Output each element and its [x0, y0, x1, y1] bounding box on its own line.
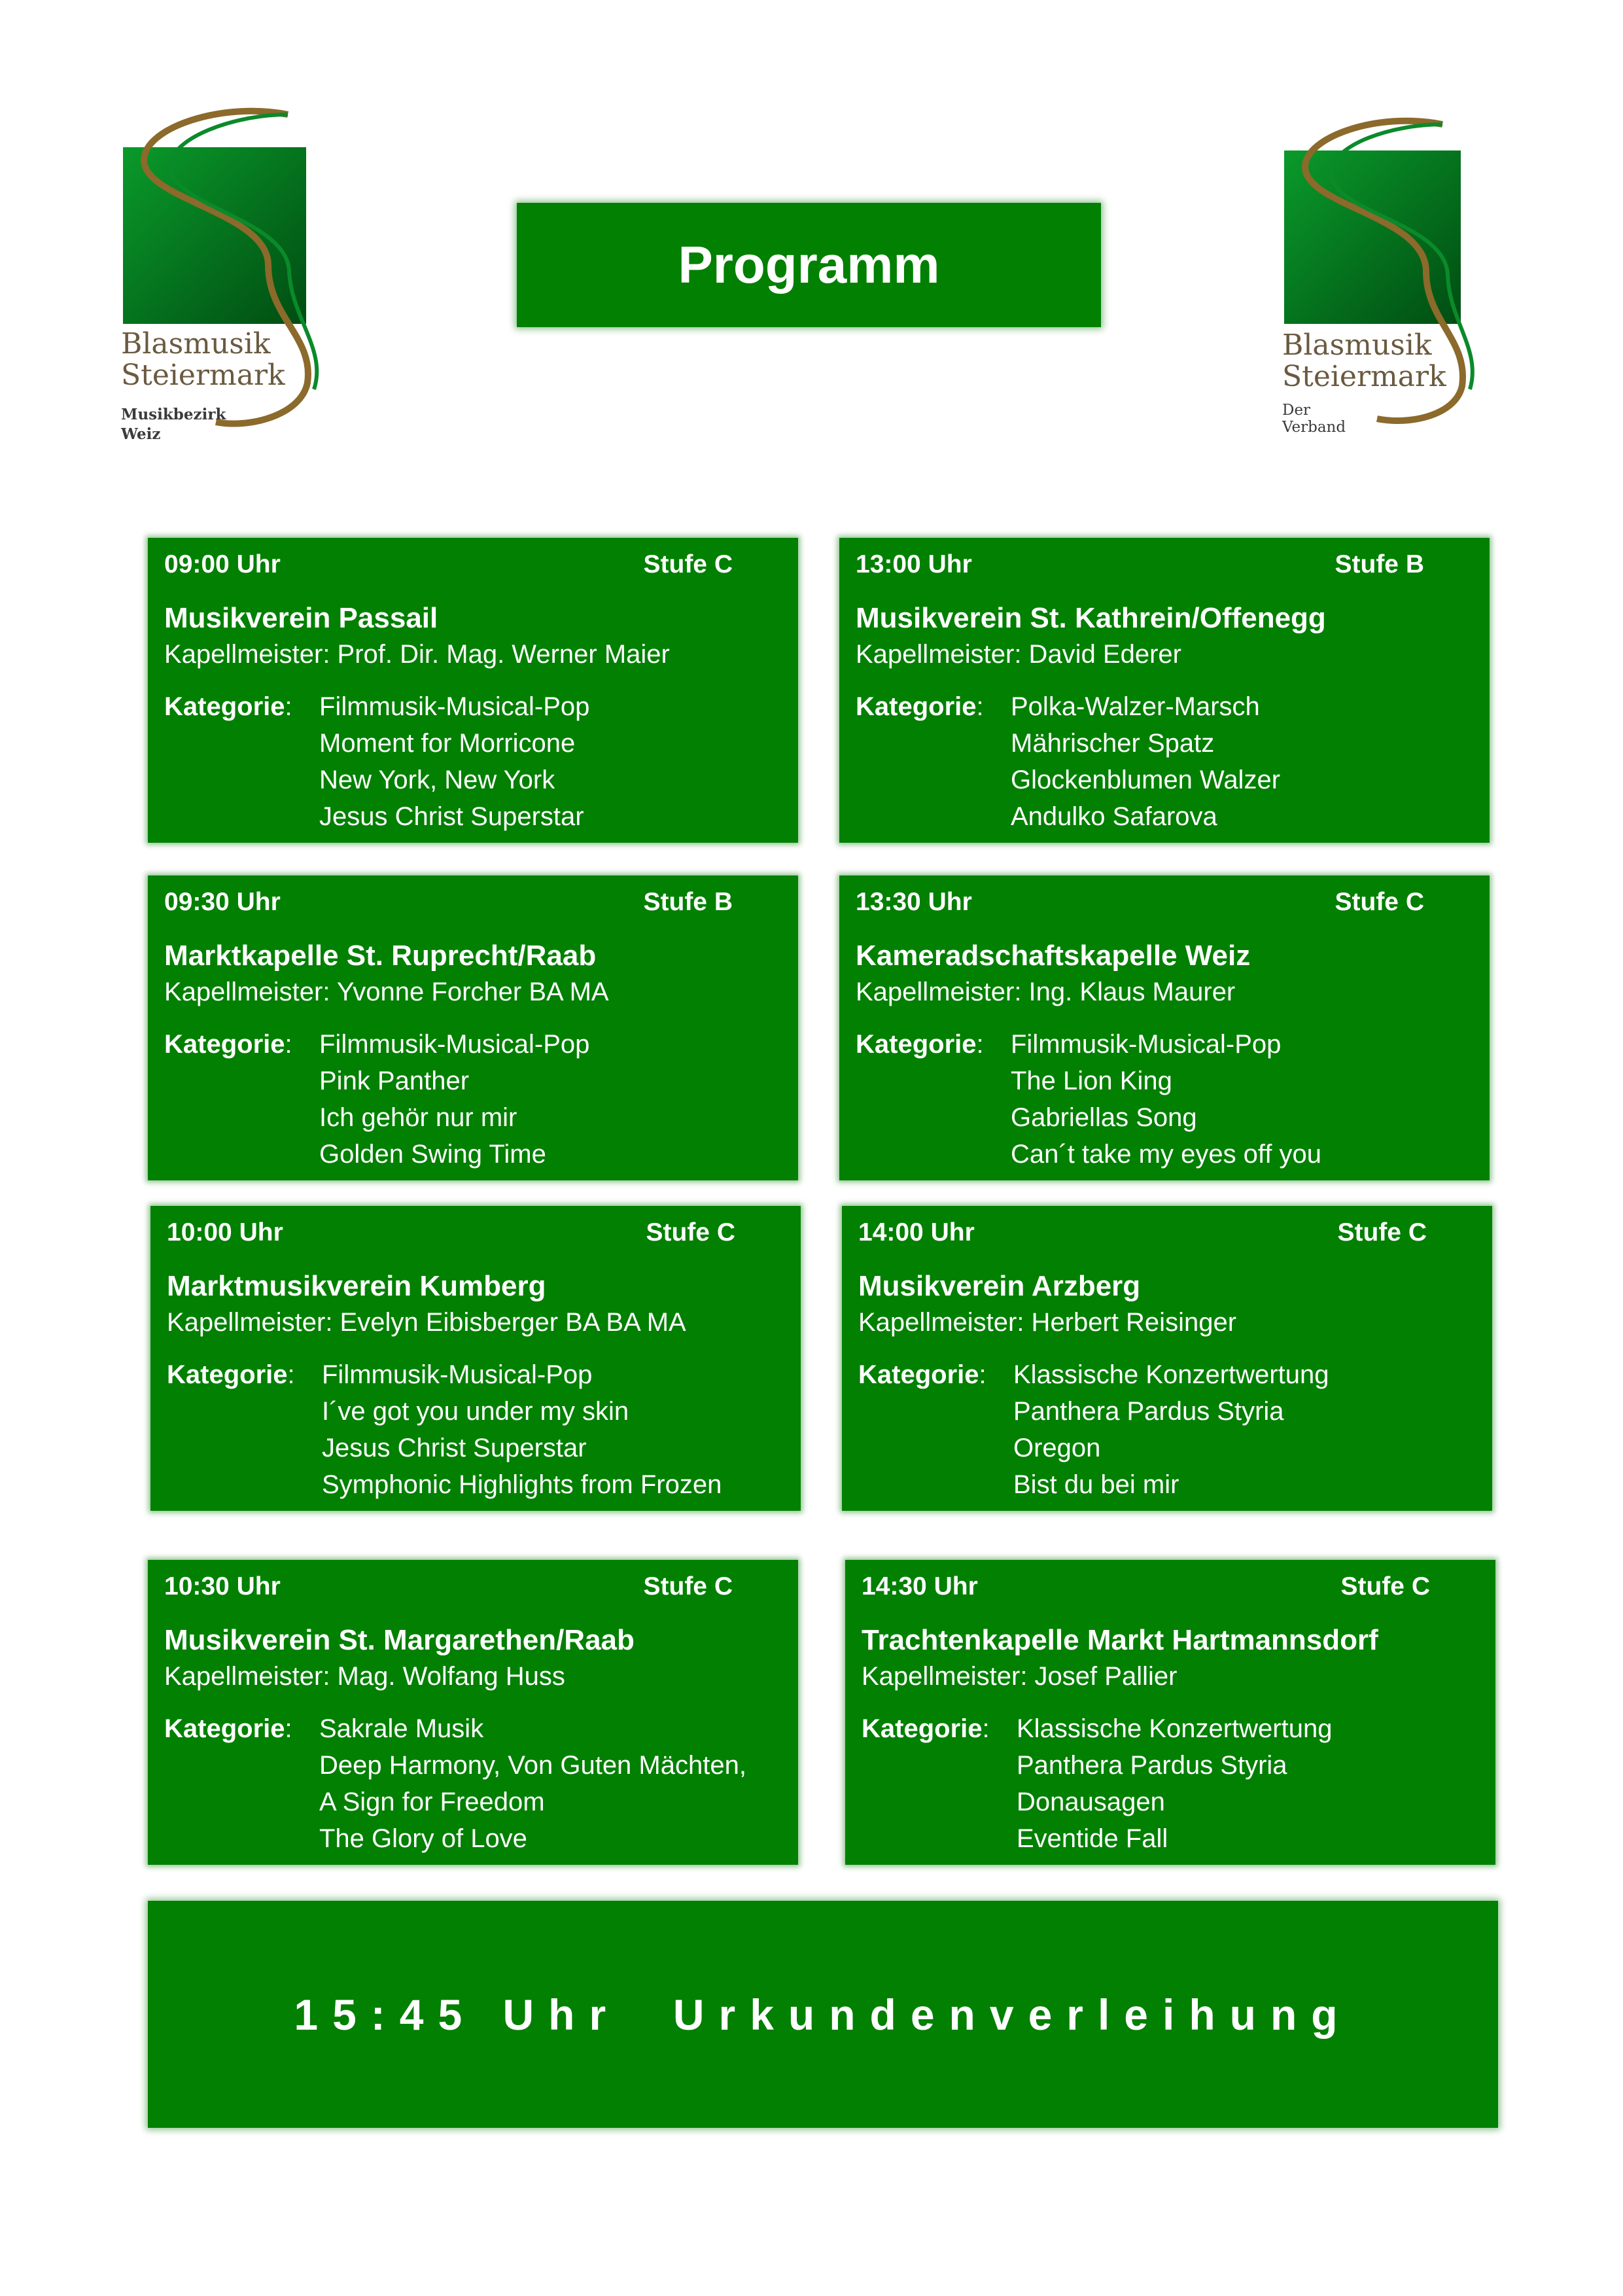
performance-card [148, 538, 798, 843]
performance-card [845, 1560, 1495, 1865]
program-item: I´ve got you under my skin [322, 1397, 629, 1426]
ensemble-name: Musikverein St. Kathrein/Offenegg [856, 602, 1326, 634]
kategorie-label: Kategorie: [856, 1030, 984, 1059]
program-item: Gabriellas Song [1011, 1103, 1197, 1132]
performance-card [842, 1206, 1492, 1511]
logo-left-line3: Musikbezirk [121, 406, 226, 423]
kategorie-label: Kategorie: [862, 1714, 990, 1743]
program-item: Panthera Pardus Styria [1013, 1397, 1284, 1426]
program-item: Deep Harmony, Von Guten Mächten, [319, 1751, 746, 1780]
performance-stufe: Stufe C [1340, 1572, 1430, 1600]
kapellmeister: Kapellmeister: Evelyn Eibisberger BA BA MA [167, 1308, 686, 1337]
ensemble-name: Trachtenkapelle Markt Hartmannsdorf [862, 1624, 1378, 1656]
performance-stufe: Stufe C [1337, 1218, 1427, 1246]
program-item: Filmmusik-Musical-Pop [319, 1030, 590, 1059]
logo-left-line4: Weiz [121, 425, 161, 443]
performance-stufe: Stufe C [643, 550, 733, 578]
kategorie-label: Kategorie: [858, 1360, 986, 1389]
kapellmeister: Kapellmeister: Herbert Reisinger [858, 1308, 1237, 1337]
logo-right-line2: Steiermark [1282, 360, 1446, 393]
performance-stufe: Stufe C [643, 1572, 733, 1600]
program-item: Eventide Fall [1017, 1824, 1168, 1853]
kategorie-label: Kategorie: [164, 692, 292, 721]
program-item: Donausagen [1017, 1788, 1165, 1816]
kapellmeister: Kapellmeister: Yvonne Forcher BA MA [164, 978, 609, 1006]
performance-stufe: Stufe C [646, 1218, 735, 1246]
program-item: Panthera Pardus Styria [1017, 1751, 1287, 1780]
ensemble-name: Musikverein Passail [164, 602, 438, 634]
performance-card [150, 1206, 801, 1511]
kapellmeister: Kapellmeister: Ing. Klaus Maurer [856, 978, 1236, 1006]
performance-time: 14:30 Uhr [862, 1572, 978, 1600]
program-item: Moment for Morricone [319, 729, 576, 758]
page-title: Programm [517, 203, 1101, 327]
logo-left-line1: Blasmusik [121, 327, 271, 361]
ensemble-name: Marktmusikverein Kumberg [167, 1270, 546, 1302]
performance-stufe: Stufe B [643, 888, 733, 916]
kategorie-label: Kategorie: [167, 1360, 295, 1389]
logo-left-line2: Steiermark [121, 359, 285, 392]
performance-time: 09:30 Uhr [164, 888, 281, 916]
ensemble-name: Marktkapelle St. Ruprecht/Raab [164, 940, 597, 972]
program-item: The Lion King [1011, 1067, 1172, 1095]
kapellmeister: Kapellmeister: Mag. Wolfang Huss [164, 1662, 565, 1691]
program-item: Symphonic Highlights from Frozen [322, 1470, 722, 1499]
program-item: Mährischer Spatz [1011, 729, 1215, 758]
program-item: Filmmusik-Musical-Pop [1011, 1030, 1282, 1059]
performance-time: 14:00 Uhr [858, 1218, 975, 1246]
performance-time: 13:30 Uhr [856, 888, 972, 916]
performance-time: 10:00 Uhr [167, 1218, 283, 1246]
program-item: Klassische Konzertwertung [1017, 1714, 1333, 1743]
kategorie-label: Kategorie: [164, 1714, 292, 1743]
program-item: Bist du bei mir [1013, 1470, 1179, 1499]
program-item: Andulko Safarova [1011, 802, 1217, 831]
kapellmeister: Kapellmeister: David Ederer [856, 640, 1181, 669]
ensemble-name: Musikverein St. Margarethen/Raab [164, 1624, 635, 1656]
program-item: Pink Panther [319, 1067, 470, 1095]
logo-right-line1: Blasmusik [1282, 328, 1432, 362]
ensemble-name: Kameradschaftskapelle Weiz [856, 940, 1251, 972]
program-item: Filmmusik-Musical-Pop [322, 1360, 593, 1389]
program-item: The Glory of Love [319, 1824, 527, 1853]
performance-stufe: Stufe C [1335, 888, 1424, 916]
program-item: New York, New York [319, 766, 555, 794]
program-item: Filmmusik-Musical-Pop [319, 692, 590, 721]
kapellmeister: Kapellmeister: Prof. Dir. Mag. Werner Maier [164, 640, 670, 669]
program-item: A Sign for Freedom [319, 1788, 545, 1816]
program-item: Can´t take my eyes off you [1011, 1140, 1322, 1169]
ensemble-name: Musikverein Arzberg [858, 1270, 1141, 1302]
logo-right-line3: Der Verband [1282, 402, 1346, 436]
program-item: Glockenblumen Walzer [1011, 766, 1281, 794]
performance-time: 13:00 Uhr [856, 550, 972, 578]
program-item: Sakrale Musik [319, 1714, 484, 1743]
program-item: Polka-Walzer-Marsch [1011, 692, 1260, 721]
program-item: Jesus Christ Superstar [319, 802, 584, 831]
kategorie-label: Kategorie: [856, 692, 984, 721]
performance-card [148, 875, 798, 1180]
performance-card [148, 1560, 798, 1865]
urkundenverleihung-banner: 15:45 Uhr Urkundenverleihung [148, 1901, 1498, 2128]
program-item: Jesus Christ Superstar [322, 1434, 587, 1462]
performance-time: 09:00 Uhr [164, 550, 281, 578]
program-item: Ich gehör nur mir [319, 1103, 517, 1132]
program-item: Oregon [1013, 1434, 1101, 1462]
performance-card [839, 875, 1490, 1180]
performance-stufe: Stufe B [1335, 550, 1424, 578]
kategorie-label: Kategorie: [164, 1030, 292, 1059]
performance-card [839, 538, 1490, 843]
performance-time: 10:30 Uhr [164, 1572, 281, 1600]
kapellmeister: Kapellmeister: Josef Pallier [862, 1662, 1178, 1691]
program-item: Klassische Konzertwertung [1013, 1360, 1329, 1389]
program-item: Golden Swing Time [319, 1140, 546, 1169]
